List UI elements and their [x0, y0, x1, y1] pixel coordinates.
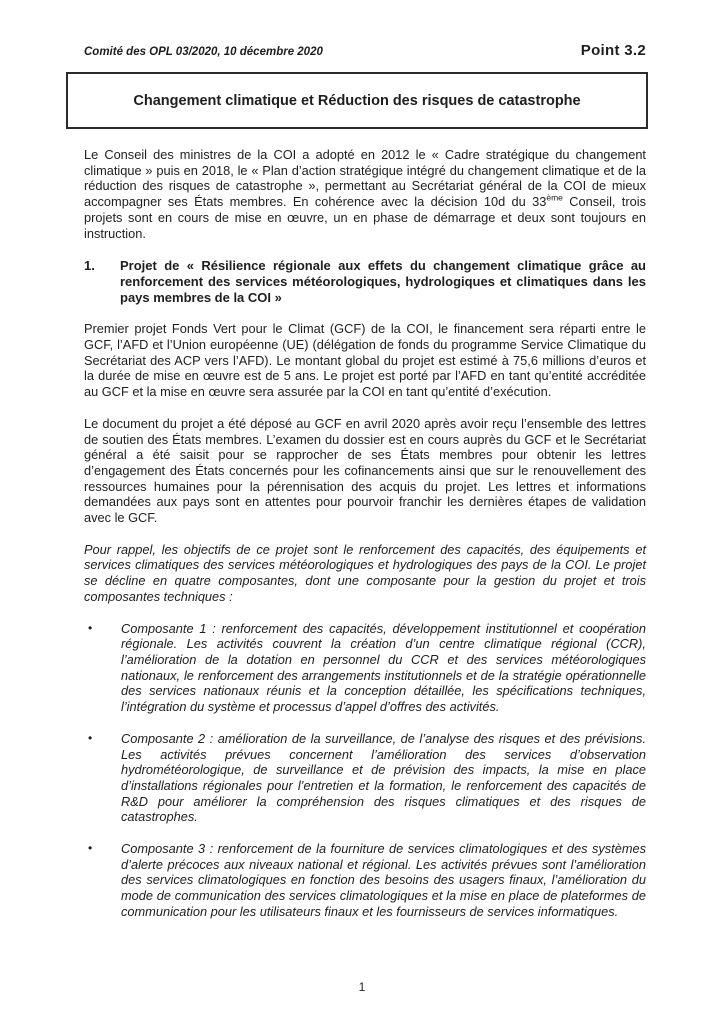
bullet-composante-3-text: Composante 3 : renforcement de la fourniture de services climatologiques et des systèmes d’alerte précoces aux niveaux national et régional. Les activités prévues sont l’amélioration des services climatologiques en fonction des besoins des usagers finaux, l’amélioration du mode de communication des services climatologiques et la mise en place de plateformes de communication pour les utilisateurs finaux et les fournisseurs de services informatiques. — [121, 841, 646, 919]
paragraph-rappel: Pour rappel, les objectifs de ce projet sont le renforcement des capacités, des équipements et services climatiques des services météorologiques et hydrologiques des pays de la COI. Le projet se décline en quatre composantes, dont une composante pour la gestion du projet et trois composantes techniques : — [84, 541, 646, 604]
section-1-number: 1. — [84, 258, 95, 274]
bullet-composante-2 — [84, 731, 646, 825]
intro-paragraph — [84, 147, 646, 241]
bullet-composante-1 — [84, 621, 646, 715]
section-1-heading — [84, 258, 646, 305]
title-box — [66, 72, 648, 129]
intro-text-part1: Le Conseil des ministres de la COI a adopté en 2012 le « Cadre stratégique du changement climatique » puis en 2018, le « Plan d’action stratégique intégré du changement climatique et de la réduction des risques de catastrophe », permettant au Secrétariat général de la COI de mieux accompagner ses États membres. En cohérence avec la décision 10d du 33 — [84, 147, 646, 210]
page-header — [84, 42, 646, 59]
header-point-label: Point 3.2 — [580, 42, 646, 59]
bullet-composante-2-text: Composante 2 : amélioration de la surveillance, de l’analyse des risques et des prévisions. Les activités prévues concernent l’amélioration des services d’observation hydrométéorologique, de surveillance et de prévision des impacts, la mise en place d’installations régionales pour l’entretien et la formation, le renforcement des capacités de R&D pour améliorer la compréhension des risques climatiques et des risques de catastrophes. — [121, 730, 646, 825]
paragraph-financement: Premier projet Fonds Vert pour le Climat (GCF) de la COI, le financement sera réparti entre le GCF, l’AFD et l’Union européenne (UE) (délégation de fonds du programme Service Climatique du Secrétariat des ACP vers l’AFD). Le montant global du projet est estimé à 75,6 millions d’euros et la durée de mise en œuvre est de 5 ans. Le projet est porté par l’AFD en tant qu’entité accréditée au GCF et la mise en œuvre sera assurée par la COI en tant qu’entité d’exécution. — [84, 321, 646, 400]
bullet-icon: • — [88, 620, 93, 635]
bullet-composante-1-text: Composante 1 : renforcement des capacités, développement institutionnel et coopération régionale. Les activités couvrent la création d’un centre climatique régional (CCR), l’amélioration de la dotation en personnel du CCR et des services météorologiques nationaux, le renforcement des arrangements institutionnels et de la stratégie opérationnelle des services nationaux réunis et la conception détaillée, les spécifications techniques, l’intégration du système et processus d’appel d’offres des activités. — [121, 620, 646, 715]
document-title: Changement climatique et Réduction des risques de catastrophe — [133, 93, 581, 109]
bullet-composante-3 — [84, 841, 646, 920]
ordinal-superscript: ème — [546, 192, 563, 203]
paragraph-document-gcf: Le document du projet a été déposé au GCF en avril 2020 après avoir reçu l’ensemble des lettres de soutien des États membres. L’examen du dossier est en cours auprès du GCF et le Secrétariat général a été saisit pour se rapprocher de ses États membres pour obtenir les lettres d’engagement des États concernés pour les cofinancements ainsi que sur le renouvellement des ressources humaines pour la pérennisation des acquis du projet. Les lettres et informations demandées aux pays sont en attentes pour pourvoir franchir les dernières étapes de validation avec le GCF. — [84, 415, 646, 526]
bullet-icon: • — [88, 841, 93, 856]
page-number: 1 — [358, 980, 366, 994]
intro-text-part2: Conseil, trois projets sont en cours de mise en œuvre, un en phase de démarrage et deux sont toujours en instruction. — [84, 194, 646, 241]
header-committee-label: Comité des OPL 03/2020, 10 décembre 2020 — [84, 46, 323, 58]
bullet-icon: • — [88, 730, 93, 745]
section-1-heading-text: Projet de « Résilience régionale aux effets du changement climatique grâce au renforcement des services météorologiques, hydrologiques et climatiques dans les pays membres de la COI » — [120, 258, 646, 305]
